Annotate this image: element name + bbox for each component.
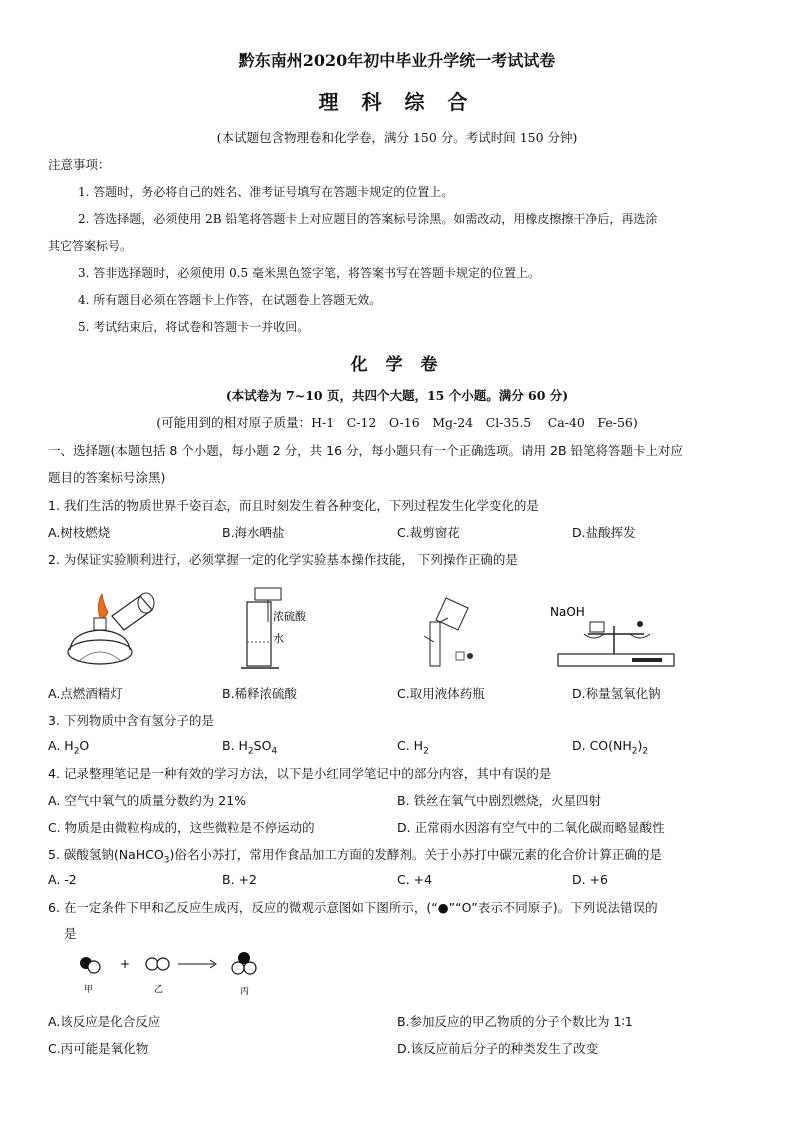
naoh-label: NaOH [550,605,585,619]
dilute-acid-figure [237,582,327,674]
q2-option-d: D.称量氢氧化钠 [572,686,661,701]
exam-title: 黔东南州2020年初中毕业升学统一考试试卷 [238,51,556,70]
section-title: 化 学 卷 [350,355,444,375]
notice-item: 5. 考试结束后，将试卷和答题卡一并收回。 [78,320,310,334]
q6-stem-cont: 是 [64,926,77,941]
q1-option-c: C.裁剪窗花 [397,525,460,540]
q6-option-b: B.参加反应的甲乙物质的分子个数比为 1∶1 [397,1014,633,1029]
alcohol-lamp-figure [60,582,160,674]
q4-option-a: A. 空气中氧气的质量分数约为 21% [48,793,247,808]
q2-stem: 2. 为保证实验顺利进行，必须掌握一定的化学实验基本操作技能， 下列操作正确的是 [48,552,518,567]
notice-item: 4. 所有题目必须在答题卡上作答，在试题卷上答题无效。 [78,293,382,307]
q6-option-d: D.该反应前后分子的种类发生了改变 [397,1041,599,1056]
q3-option-d: D. $CO(NH_2)_2$ [572,738,649,757]
q1-stem: 1. 我们生活的物质世界千姿百态，而且时刻发生着各种变化，下列过程发生化学变化的是 [48,498,539,513]
notice-item: 3. 答非选择题时，必须使用 0.5 毫米黑色签字笔，将答案书写在答题卡规定的位置上。 [78,266,540,280]
q3-option-b: B. $H_2SO_4$ [222,738,278,757]
atomic-mass: (可能用到的相对原子质量：H-1 C-12 O-16 Mg-24 Cl-35.5 Ca-40 Fe-56) [156,415,638,430]
label-jia: 甲 [84,985,94,995]
q6-option-c: C.丙可能是氧化物 [48,1041,149,1056]
q5-option-a: A. -2 [48,872,77,887]
label-yi: 乙 [154,985,164,995]
plus-sign: + [120,957,131,971]
notice-item: 其它答案标号。 [48,239,133,253]
q3-stem: 3. 下列物质中含有氢分子的是 [48,713,214,728]
q6-stem: 6. 在一定条件下甲和乙反应生成丙，反应的微观示意图如下图所示，(“●”“O”表示不同原子)。下列说法错误的 [48,900,658,915]
q2-option-a: A.点燃酒精灯 [48,686,123,701]
concentrated-acid-label: 浓硫酸 [273,610,306,623]
water-label: 水 [273,632,284,645]
q4-stem: 4. 记录整理笔记是一种有效的学习方法，以下是小红同学笔记中的部分内容，其中有误的是 [48,766,552,781]
q4-option-d: D. 正常雨水因溶有空气中的二氧化碳而略显酸性 [397,820,665,835]
notice-item: 2. 答选择题，必须使用 2B 铅笔将答题卡上对应题目的答案标号涂黑。如需改动，用橡皮擦擦干净后，再选涂 [78,212,658,226]
q2-option-b: B.稀释浓硫酸 [222,686,298,701]
q1-option-d: D.盐酸挥发 [572,525,636,540]
q5-option-c: C. +4 [397,872,433,887]
q3-option-c: C. $H_2$ [397,738,429,757]
q4-option-c: C. 物质是由微粒构成的，这些微粒是不停运动的 [48,820,315,835]
notice-heading: 注意事项： [48,157,111,172]
notice-item: 1. 答题时，务必将自己的姓名、准考证号填写在答题卡规定的位置上。 [78,185,454,199]
q5-option-b: B. +2 [222,872,257,887]
section-sub: (本试卷为 7~10 页，共四个大题，15 个小题。满分 60 分) [225,388,569,403]
exam-scope: (本试题包含物理卷和化学卷，满分 150 分。考试时间 150 分钟) [216,130,578,145]
q5-stem: 5. 碳酸氢钠(NaHCO$_3$)俗名小苏打，常用作食品加工方面的发酵剂。关于小苏打中碳元素的化合价计算正确的是 [48,847,662,866]
q6-option-a: A.该反应是化合反应 [48,1014,161,1029]
q2-option-c: C.取用液体药瓶 [397,686,485,701]
balance-figure [548,596,680,672]
q1-option-a: A.树枝燃烧 [48,525,111,540]
liquid-pour-figure [400,590,480,674]
q4-option-b: B. 铁丝在氧气中剧烈燃烧，火星四射 [397,793,602,808]
part1-heading: 一、选择题(本题包括 8 个小题，每小题 2 分，共 16 分，每小题只有一个正确选项。请用 2B 铅笔将答题卡上对应 [48,443,684,458]
q1-option-b: B.海水晒盐 [222,525,285,540]
q3-option-a: A. $H_2O$ [48,738,90,757]
reaction-diagram [74,950,284,998]
label-bing: 丙 [240,987,250,997]
q5-option-d: D. +6 [572,872,608,887]
exam-subtitle: 理 科 综 合 [318,90,476,114]
part1-heading-cont: 题目的答案标号涂黑) [48,470,166,485]
